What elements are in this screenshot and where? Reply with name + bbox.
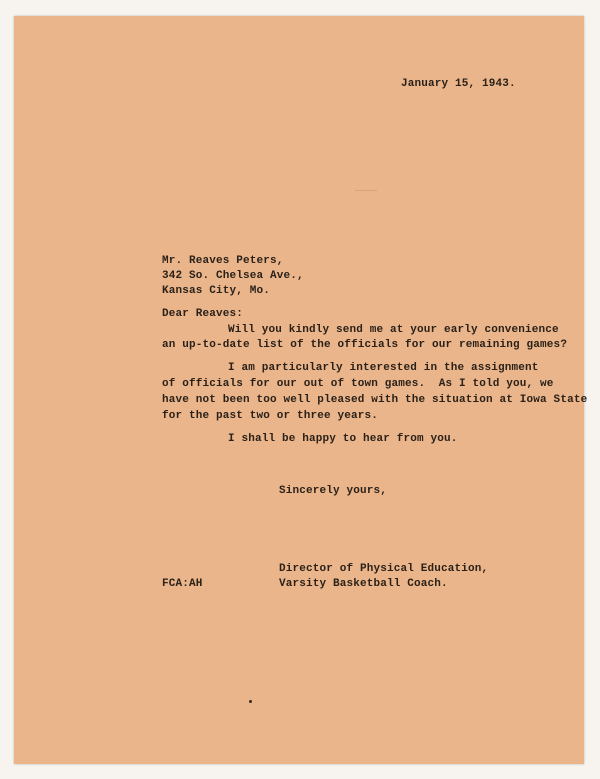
typist-initials: FCA:AH bbox=[162, 578, 203, 590]
ink-speck bbox=[249, 700, 252, 703]
recipient-city: Kansas City, Mo. bbox=[162, 285, 271, 297]
faint-mark bbox=[355, 190, 377, 191]
body-paragraph-2-line-2: of officials for our out of town games. As I told you, we bbox=[162, 378, 554, 390]
body-paragraph-2-line-4: for the past two or three years. bbox=[162, 410, 379, 422]
closing: Sincerely yours, bbox=[279, 485, 388, 497]
signature-title-1: Director of Physical Education, bbox=[279, 563, 489, 575]
body-paragraph-1-line-2: an up-to-date list of the officials for our remaining games? bbox=[162, 339, 568, 351]
letter-date: January 15, 1943. bbox=[401, 78, 516, 90]
body-paragraph-2-line-3: have not been too well pleased with the situation at Iowa State bbox=[162, 394, 588, 406]
body-paragraph-1-line-1: Will you kindly send me at your early convenience bbox=[228, 324, 559, 336]
recipient-street: 342 So. Chelsea Ave., bbox=[162, 270, 304, 282]
signature-title-2: Varsity Basketball Coach. bbox=[279, 578, 448, 590]
body-paragraph-3: I shall be happy to hear from you. bbox=[228, 433, 458, 445]
salutation: Dear Reaves: bbox=[162, 308, 244, 320]
recipient-name: Mr. Reaves Peters, bbox=[162, 255, 284, 267]
body-paragraph-2-line-1: I am particularly interested in the assignment bbox=[228, 362, 539, 374]
